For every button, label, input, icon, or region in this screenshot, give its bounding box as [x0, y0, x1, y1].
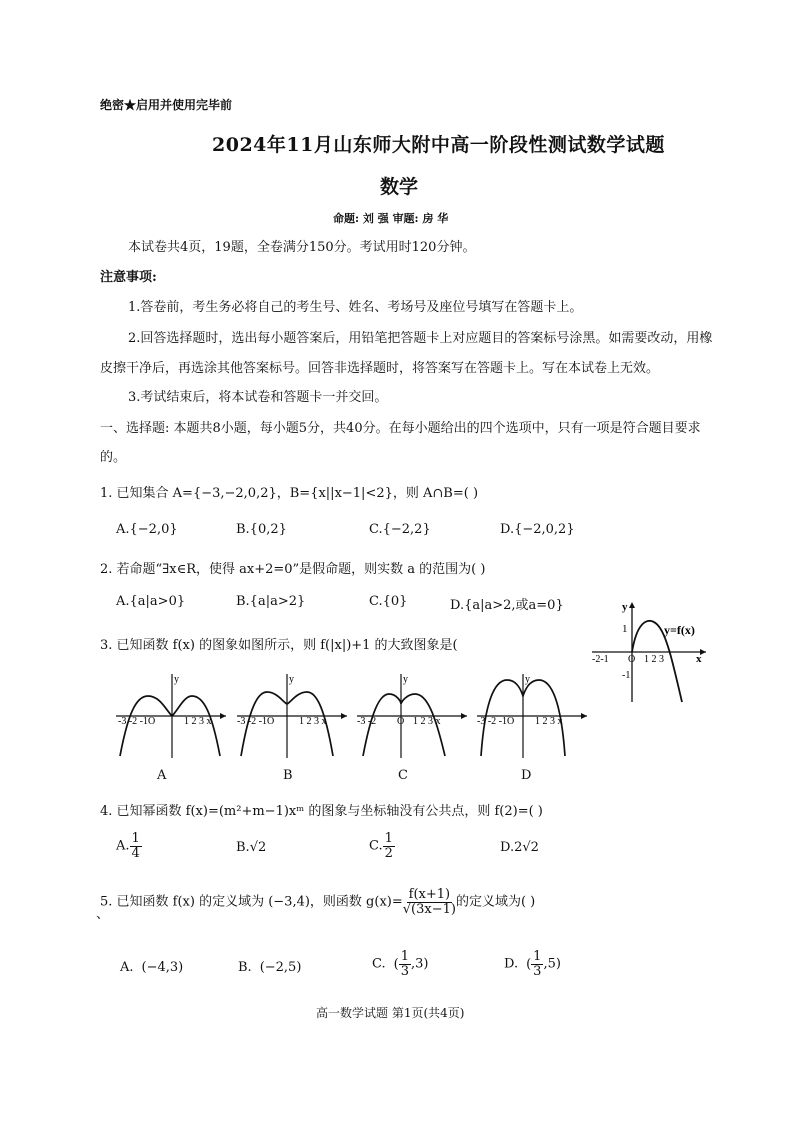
svg-text:-3 -2 -1O: -3 -2 -1O	[477, 716, 515, 727]
option-a-fraction: $\frac{1}{4}$	[131, 831, 140, 861]
svg-text:-3 -2 -1O: -3 -2 -1O	[118, 716, 156, 727]
question-2-option-a[interactable]: A.{a|a>0}	[116, 594, 186, 609]
svg-text:x: x	[696, 653, 702, 665]
svg-text:y: y	[622, 601, 628, 613]
svg-text:1 2 3: 1 2 3	[644, 654, 664, 665]
svg-text:y: y	[403, 674, 408, 685]
question-5-fraction: $\frac{f(x+1)}{√(3x-1)}$	[402, 887, 456, 917]
svg-text:y: y	[525, 674, 530, 685]
notice-item-2-line-2: 皮擦干净后，再选涂其他答案标号。回答非选择题时，将答案写在答题卡上。写在本试卷上无效。	[100, 361, 660, 376]
notice-item-3: 3.考试结束后，将本试卷和答题卡一并交回。	[128, 390, 388, 405]
section-1-instructions-line-2: 的。	[100, 450, 127, 465]
question-2-option-b[interactable]: B.{a|a>2}	[236, 594, 306, 609]
svg-text:1 2 3 x: 1 2 3 x	[184, 716, 212, 727]
question-4-option-b[interactable]: B.√2	[236, 840, 267, 855]
question-5-option-d[interactable]: D. ( $\frac{1}{3}$ ,5)	[504, 949, 561, 979]
question-1-option-a[interactable]: A.{−2,0}	[116, 522, 178, 537]
question-2-option-d[interactable]: D.{a|a>2,或a=0}	[450, 598, 564, 613]
question-4-stem: 4. 已知幂函数 f(x)=(m²+m−1)xᵐ 的图象与坐标轴没有公共点，则 f(2)=( )	[100, 804, 543, 819]
author-byline: 命题: 刘 强 审题: 房 华	[333, 212, 449, 225]
svg-text:y: y	[289, 674, 294, 685]
question-1-option-b[interactable]: B.{0,2}	[236, 522, 287, 537]
question-1-stem: 1. 已知集合 A={−3,−2,0,2}，B={x||x−1|<2}，则 A∩B=( )	[100, 486, 479, 501]
question-5-stem: 5. 已知函数 f(x) 的定义域为 (−3,4)，则函数 g(x)= $\frac{f(x+1)}{√(3x-1)}$ 的定义域为( )	[100, 887, 536, 917]
question-2-stem: 2. 若命题“∃x∈R，使得 ax+2=0”是假命题，则实数 a 的范围为( )	[100, 562, 486, 577]
confidential-mark: 绝密★启用并使用完毕前	[100, 98, 233, 112]
notice-heading: 注意事项:	[100, 270, 157, 285]
svg-text:y: y	[174, 674, 179, 685]
question-1-option-d[interactable]: D.{−2,0,2}	[500, 522, 575, 537]
subject-title: 数学	[380, 176, 419, 198]
question-3-graph-label-a: A	[157, 768, 167, 783]
svg-text:-1: -1	[622, 670, 631, 681]
question-3-graph-a[interactable]	[112, 670, 230, 760]
question-3-graph-label-d: D	[521, 768, 532, 783]
question-5-option-a[interactable]: A. (−4,3)	[120, 960, 184, 975]
svg-text:O: O	[397, 716, 405, 727]
page-footer: 高一数学试题 第1页(共4页)	[316, 1006, 465, 1020]
question-4-option-a[interactable]	[116, 832, 142, 860]
page-title: 2024年11月山东师大附中高一阶段性测试数学试题	[212, 134, 665, 156]
svg-text:1 2 3 x: 1 2 3 x	[299, 716, 327, 727]
question-3-graph-d[interactable]	[473, 670, 591, 760]
question-3-graph-b[interactable]	[233, 670, 351, 760]
stray-mark: 、	[96, 907, 110, 922]
question-2-option-c[interactable]: C.{0}	[369, 594, 408, 609]
question-5-option-c[interactable]: C. ( $\frac{1}{3}$ ,3)	[372, 949, 429, 979]
question-5-option-b[interactable]: B. (−2,5)	[238, 960, 302, 975]
svg-text:O: O	[628, 654, 636, 665]
svg-text:-3 -2 -1O: -3 -2 -1O	[237, 716, 275, 727]
notice-item-2-line-1: 2.回答选择题时，选出每小题答案后，用铅笔把答题卡上对应题目的答案标号涂黑。如需要改动，用橡	[128, 331, 713, 346]
svg-text:-3 -2: -3 -2	[357, 716, 377, 727]
svg-text:1 2 3 x: 1 2 3 x	[413, 716, 441, 727]
question-1-option-c[interactable]: C.{−2,2}	[369, 522, 431, 537]
section-1-instructions-line-1: 一、选择题: 本题共8小题，每小题5分，共40分。在每小题给出的四个选项中，只有一项是符合题目要求	[100, 421, 701, 436]
exam-intro: 本试卷共4页，19题，全卷满分150分。考试用时120分钟。	[128, 240, 476, 255]
question-3-graph-c[interactable]	[353, 670, 471, 760]
notice-item-1: 1.答卷前，考生务必将自己的考生号、姓名、考场号及座位号填写在答题卡上。	[128, 300, 583, 315]
svg-text:1: 1	[622, 623, 628, 635]
question-3-stem: 3. 已知函数 f(x) 的图象如图所示，则 f(|x|)+1 的大致图象是(	[100, 638, 458, 653]
question-3-graph-label-b: B	[283, 768, 293, 783]
question-3-graph-label-c: C	[398, 768, 408, 783]
question-3-reference-graph	[588, 598, 712, 706]
reference-graph-label: y=f(x)	[664, 623, 695, 637]
svg-text:-2-1: -2-1	[592, 654, 609, 665]
option-a-prefix: A.	[116, 838, 130, 854]
svg-text:1 2 3 x: 1 2 3 x	[535, 716, 563, 727]
question-4-option-d[interactable]: D.2√2	[500, 840, 539, 855]
question-4-option-c[interactable]: C. $\frac{1}{2}$	[369, 831, 393, 861]
